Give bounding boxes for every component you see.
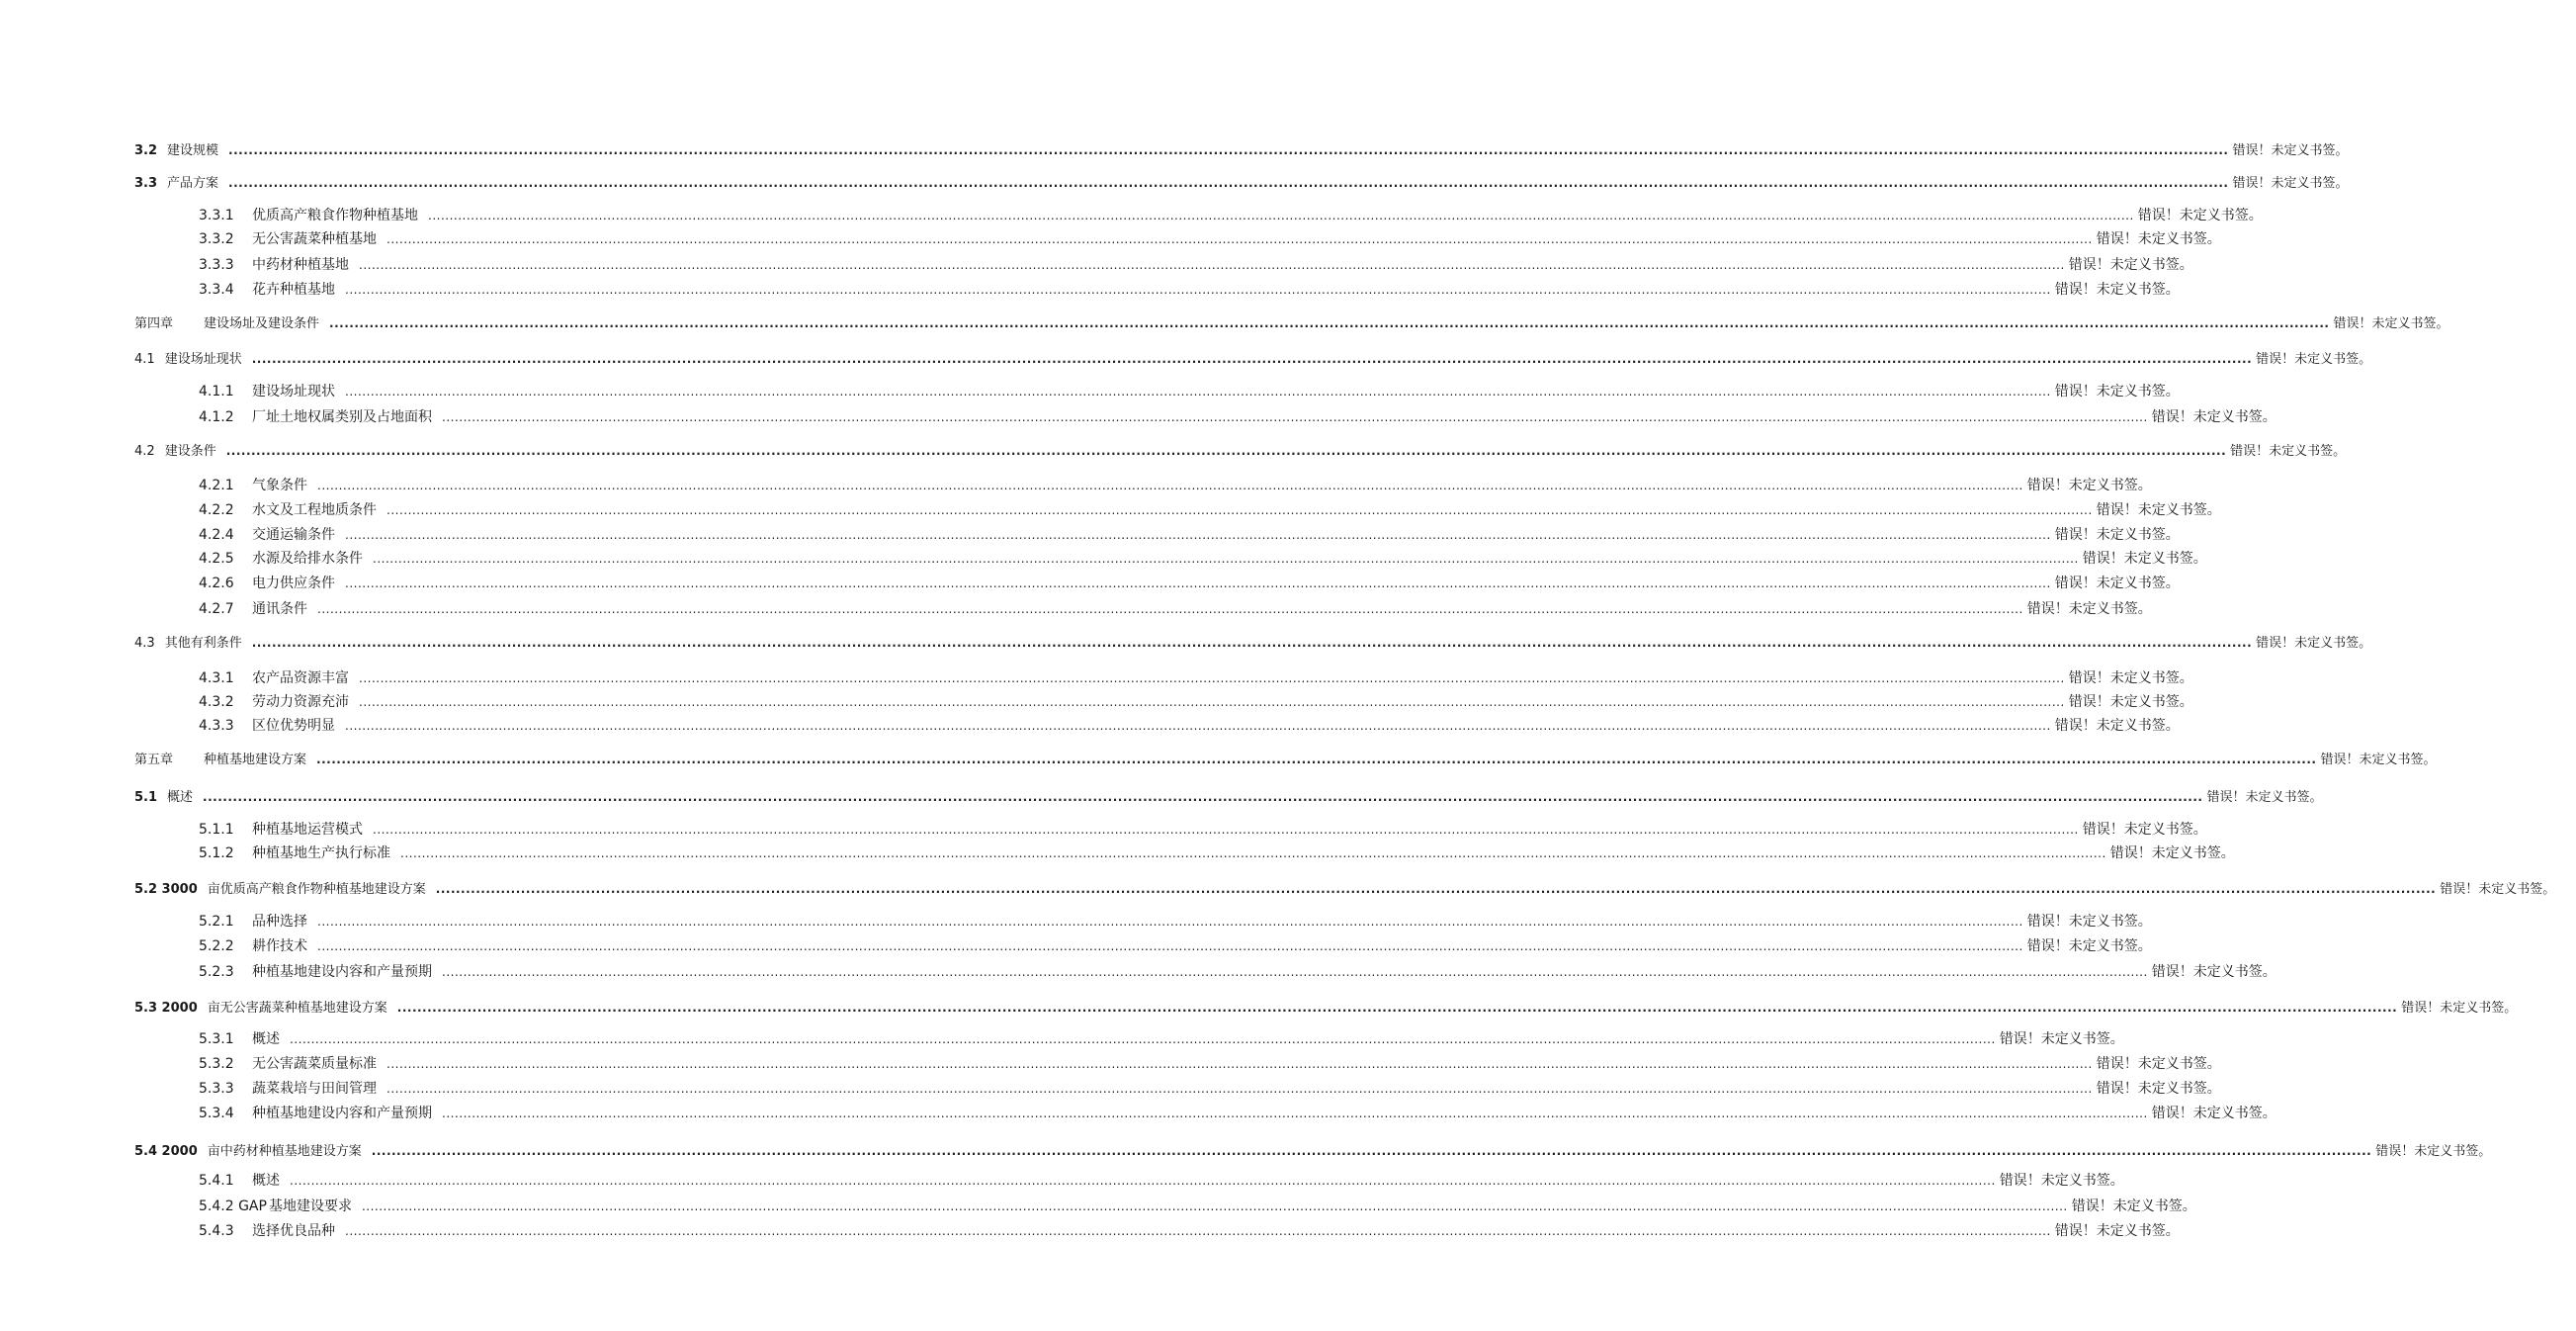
dot-leader: ................................................................................................................................................................................................................................................................................................................................................................................................................ (359, 258, 2065, 272)
toc-entry-title: 其他有利条件 (164, 636, 242, 651)
toc-entry-title: 电力供应条件 (252, 576, 335, 591)
toc-entry-page-ref: 错误！未定义书签。 (2151, 1106, 2276, 1121)
toc-entry-number: 3.2 (134, 143, 158, 158)
toc-entry-number: 4.2.4 (199, 527, 234, 543)
dot-leader: ................................................................................................................................................................................................................................................................................................................................................................................................................ (359, 695, 2065, 709)
toc-entry-page-ref: 错误！未定义书签。 (2137, 208, 2263, 223)
toc-entry-title: 选择优良品种 (252, 1223, 335, 1239)
toc-entry-number: 4.2.7 (199, 601, 234, 617)
toc-entry-title: 亩中药材种植基地建设方案 (207, 1144, 362, 1159)
toc-entry-title: 花卉种植基地 (252, 282, 335, 298)
toc-entry-5-3-2000[interactable] (134, 998, 2518, 1018)
toc-entry-number: 3.3 (134, 176, 158, 191)
toc-entry-page-ref: 错误！未定义书签。 (2232, 176, 2349, 191)
toc-entry-title: 水文及工程地质条件 (252, 502, 377, 518)
toc-entry-page-ref: 错误！未定义书签。 (2232, 143, 2349, 158)
toc-entry-5-2-3000[interactable] (134, 879, 2556, 899)
toc-entry-5-4-2000[interactable] (134, 1141, 2492, 1161)
toc-entry-title: 交通运输条件 (252, 527, 335, 543)
toc-entry-title: 建设场址及建设条件 (204, 316, 320, 331)
toc-entry-number: 4.2.2 (199, 502, 234, 518)
dot-leader: ................................................................................................................................................................................................................................................................................................................................................................................................................ (442, 965, 2148, 979)
toc-entry-title: 基地建设要求 (268, 1198, 352, 1214)
toc-entry-number: 5.3.2 (199, 1056, 234, 1072)
dot-leader: ................................................................................................................................................................................................................................................................................................................................................................................................................ (386, 232, 2093, 246)
dot-leader: ................................................................................................................................................................................................................................................................................................................................................................................................................ (345, 719, 2051, 733)
toc-entry-5-4-2-gap[interactable] (199, 1197, 2196, 1216)
dot-leader: ................................................................................................................................................................................................................................................................................................................................................................................................................ (361, 1199, 2068, 1213)
toc-entry-number: 4.1.2 (199, 409, 234, 425)
toc-entry-number: 4.3.1 (199, 670, 234, 686)
dot-leader: ................................................................................................................................................................................................................................................................................................................................................................................................................ (228, 176, 2229, 190)
toc-entry-page-ref: 错误！未定义书签。 (2054, 282, 2180, 298)
toc-entry-4-2[interactable] (134, 441, 2347, 461)
toc-entry-title: 耕作技术 (252, 938, 307, 954)
toc-entry-page-ref: 错误！未定义书签。 (2026, 914, 2152, 930)
toc-entry-title: 通讯条件 (252, 601, 307, 617)
toc-entry-number: 5.3.1 (199, 1031, 234, 1047)
toc-entry-page-ref: 错误！未定义书签。 (2054, 527, 2180, 543)
toc-entry-number: 5.2.1 (199, 914, 234, 930)
toc-entry-page-ref: 错误！未定义书签。 (2068, 694, 2193, 710)
toc-entry-number: 第四章 (134, 316, 174, 331)
toc-entry-page-ref: 错误！未定义书签。 (2256, 636, 2372, 651)
toc-entry-page-ref: 错误！未定义书签。 (2026, 938, 2152, 954)
toc-entry-number: 3.3.1 (199, 208, 234, 223)
dot-leader: ................................................................................................................................................................................................................................................................................................................................................................................................................ (373, 823, 2079, 837)
toc-entry-page-ref: 错误！未定义书签。 (2054, 576, 2180, 591)
toc-entry-number: 4.2.1 (199, 478, 234, 493)
toc-entry-title: 农产品资源丰富 (252, 670, 349, 686)
toc-entry-number: 5.3 2000 (134, 1001, 198, 1016)
toc-entry-3-3-4[interactable] (199, 280, 2180, 300)
dot-leader: ................................................................................................................................................................................................................................................................................................................................................................................................................ (345, 385, 2051, 399)
toc-entry-3-3-2[interactable] (199, 229, 2221, 249)
toc-entry-number: 4.2 (134, 444, 155, 459)
dot-leader: ................................................................................................................................................................................................................................................................................................................................................................................................................ (228, 143, 2229, 157)
toc-entry-page-ref: 错误！未定义书签。 (2320, 753, 2437, 767)
dot-leader: ................................................................................................................................................................................................................................................................................................................................................................................................................ (396, 1001, 2398, 1015)
toc-entry-title: 建设规模 (167, 143, 219, 158)
toc-entry-number: 第五章 (134, 753, 174, 767)
dot-leader: ................................................................................................................................................................................................................................................................................................................................................................................................................ (251, 636, 2253, 650)
toc-entry-5-3-1[interactable] (199, 1029, 2124, 1049)
toc-entry-title: 亩优质高产粮食作物种植基地建设方案 (207, 882, 426, 897)
toc-entry-5-4-3[interactable] (199, 1221, 2180, 1241)
toc-entry-page-ref: 错误！未定义书签。 (2151, 409, 2276, 425)
toc-entry-4-3-3[interactable] (199, 716, 2180, 736)
toc-entry-number: 5.4.2 GAP (199, 1198, 267, 1214)
toc-entry-page-ref: 错误！未定义书签。 (2054, 718, 2180, 734)
toc-entry-title: 建设条件 (164, 444, 216, 459)
toc-entry-title: 概述 (252, 1173, 280, 1189)
toc-entry-page-ref: 错误！未定义书签。 (2026, 478, 2152, 493)
dot-leader: ................................................................................................................................................................................................................................................................................................................................................................................................................ (317, 479, 2023, 492)
toc-entry-title: 水源及给排水条件 (252, 551, 363, 567)
toc-entry-3-2[interactable] (134, 140, 2349, 160)
toc-entry-5-4-1[interactable] (199, 1171, 2124, 1191)
toc-entry-5-3-4[interactable] (199, 1104, 2276, 1123)
dot-leader: ................................................................................................................................................................................................................................................................................................................................................................................................................ (386, 503, 2093, 517)
dot-leader: ................................................................................................................................................................................................................................................................................................................................................................................................................ (225, 444, 2227, 458)
toc-entry-title: 品种选择 (252, 914, 307, 930)
dot-leader: ................................................................................................................................................................................................................................................................................................................................................................................................................ (386, 1082, 2093, 1096)
toc-entry-page-ref: 错误！未定义书签。 (1999, 1031, 2124, 1047)
toc-entry-page-ref: 错误！未定义书签。 (2082, 822, 2207, 838)
toc-entry-item-21[interactable] (134, 750, 2437, 769)
toc-entry-title: 种植基地建设方案 (204, 753, 307, 767)
toc-entry-number: 5.3.3 (199, 1081, 234, 1097)
toc-entry-title: 种植基地生产执行标准 (252, 845, 390, 861)
toc-entry-number: 4.3.2 (199, 694, 234, 710)
toc-entry-page-ref: 错误！未定义书签。 (2333, 316, 2449, 331)
toc-entry-4-1[interactable] (134, 349, 2372, 369)
toc-entry-title: 优质高产粮食作物种植基地 (252, 208, 418, 223)
dot-leader: ................................................................................................................................................................................................................................................................................................................................................................................................................ (345, 577, 2051, 590)
toc-entry-page-ref: 错误！未定义书签。 (2375, 1144, 2492, 1159)
toc-entry-number: 4.3.3 (199, 718, 234, 734)
toc-entry-page-ref: 错误！未定义书签。 (2096, 1056, 2221, 1072)
toc-entry-page-ref: 错误！未定义书签。 (2096, 1081, 2221, 1097)
toc-entry-4-3-1[interactable] (199, 668, 2193, 688)
toc-entry-number: 5.2 3000 (134, 882, 198, 897)
toc-entry-4-2-1[interactable] (199, 476, 2152, 495)
toc-entry-number: 3.3.2 (199, 231, 234, 247)
toc-entry-title: 建设场址现状 (252, 384, 335, 399)
toc-entry-title: 产品方案 (167, 176, 219, 191)
dot-leader: ................................................................................................................................................................................................................................................................................................................................................................................................................ (316, 753, 2317, 766)
toc-entry-4-3[interactable] (134, 633, 2372, 653)
toc-entry-number: 5.1 (134, 790, 158, 805)
toc-entry-page-ref: 错误！未定义书签。 (2054, 1223, 2180, 1239)
toc-entry-page-ref: 错误！未定义书签。 (2096, 502, 2221, 518)
toc-entry-5-1-2[interactable] (199, 843, 2235, 863)
dot-leader: ................................................................................................................................................................................................................................................................................................................................................................................................................ (442, 410, 2148, 424)
toc-entry-title: 概述 (167, 790, 194, 805)
dot-leader: ................................................................................................................................................................................................................................................................................................................................................................................................................ (345, 1224, 2051, 1238)
toc-entry-title: 气象条件 (252, 478, 307, 493)
dot-leader: ................................................................................................................................................................................................................................................................................................................................................................................................................ (373, 552, 2079, 566)
toc-entry-page-ref: 错误！未定义书签。 (2151, 964, 2276, 980)
toc-entry-5-3-2[interactable] (199, 1054, 2221, 1074)
toc-entry-page-ref: 错误！未定义书签。 (2206, 790, 2323, 805)
toc-entry-title: 区位优势明显 (252, 718, 335, 734)
toc-entry-4-2-2[interactable] (199, 500, 2221, 520)
toc-entry-page-ref: 错误！未定义书签。 (2109, 845, 2235, 861)
toc-entry-page-ref: 错误！未定义书签。 (2440, 882, 2556, 897)
toc-entry-5-1[interactable] (134, 787, 2323, 807)
toc-entry-4-1-1[interactable] (199, 382, 2180, 401)
toc-entry-number: 5.3.4 (199, 1106, 234, 1121)
toc-entry-4-2-5[interactable] (199, 549, 2207, 569)
toc-entry-page-ref: 错误！未定义书签。 (2068, 257, 2193, 273)
toc-entry-3-3-1[interactable] (199, 206, 2263, 225)
dot-leader: ................................................................................................................................................................................................................................................................................................................................................................................................................ (428, 209, 2134, 222)
toc-entry-number: 4.3 (134, 636, 155, 651)
toc-entry-page-ref: 错误！未定义书签。 (2082, 551, 2207, 567)
toc-entry-page-ref: 错误！未定义书签。 (1999, 1173, 2124, 1189)
toc-entry-number: 4.1 (134, 352, 155, 367)
dot-leader: ................................................................................................................................................................................................................................................................................................................................................................................................................ (290, 1032, 1996, 1046)
toc-entry-item-6[interactable] (134, 313, 2449, 333)
toc-entry-4-2-6[interactable] (199, 574, 2180, 593)
dot-leader: ................................................................................................................................................................................................................................................................................................................................................................................................................ (400, 846, 2106, 860)
toc-entry-title: 概述 (252, 1031, 280, 1047)
toc-entry-5-1-1[interactable] (199, 820, 2207, 840)
toc-entry-5-2-1[interactable] (199, 912, 2152, 932)
toc-entry-page-ref: 错误！未定义书签。 (2026, 601, 2152, 617)
toc-entry-number: 4.2.6 (199, 576, 234, 591)
toc-entry-title: 种植基地运营模式 (252, 822, 363, 838)
dot-leader: ................................................................................................................................................................................................................................................................................................................................................................................................................ (317, 915, 2023, 929)
dot-leader: ................................................................................................................................................................................................................................................................................................................................................................................................................ (345, 283, 2051, 297)
toc-entry-number: 4.1.1 (199, 384, 234, 399)
toc-entry-number: 5.4.1 (199, 1173, 234, 1189)
dot-leader: ................................................................................................................................................................................................................................................................................................................................................................................................................ (359, 671, 2065, 685)
toc-entry-number: 5.1.2 (199, 845, 234, 861)
dot-leader: ................................................................................................................................................................................................................................................................................................................................................................................................................ (317, 939, 2023, 953)
toc-entry-3-3[interactable] (134, 173, 2349, 193)
toc-entry-title: 蔬菜栽培与田间管理 (252, 1081, 377, 1097)
toc-entry-title: 种植基地建设内容和产量预期 (252, 964, 432, 980)
toc-entry-4-2-4[interactable] (199, 525, 2180, 545)
toc-entry-title: 厂址土地权属类别及占地面积 (252, 409, 432, 425)
dot-leader: ................................................................................................................................................................................................................................................................................................................................................................................................................ (345, 528, 2051, 542)
dot-leader: ................................................................................................................................................................................................................................................................................................................................................................................................................ (329, 316, 2330, 330)
dot-leader: ................................................................................................................................................................................................................................................................................................................................................................................................................ (371, 1144, 2372, 1158)
dot-leader: ................................................................................................................................................................................................................................................................................................................................................................................................................ (317, 602, 2023, 616)
toc-entry-page-ref: 错误！未定义书签。 (2096, 231, 2221, 247)
dot-leader: ................................................................................................................................................................................................................................................................................................................................................................................................................ (251, 352, 2253, 366)
toc-entry-5-2-2[interactable] (199, 936, 2152, 956)
toc-entry-number: 5.4 2000 (134, 1144, 198, 1159)
toc-entry-number: 5.1.1 (199, 822, 234, 838)
toc-entry-number: 3.3.3 (199, 257, 234, 273)
toc-entry-number: 4.2.5 (199, 551, 234, 567)
toc-entry-number: 5.2.2 (199, 938, 234, 954)
toc-entry-title: 建设场址现状 (164, 352, 242, 367)
dot-leader: ................................................................................................................................................................................................................................................................................................................................................................................................................ (442, 1107, 2148, 1120)
toc-entry-title: 劳动力资源充沛 (252, 694, 349, 710)
toc-entry-title: 亩无公害蔬菜种植基地建设方案 (207, 1001, 387, 1016)
toc-entry-page-ref: 错误！未定义书签。 (2256, 352, 2372, 367)
toc-entry-title: 无公害蔬菜质量标准 (252, 1056, 377, 1072)
dot-leader: ................................................................................................................................................................................................................................................................................................................................................................................................................ (290, 1174, 1996, 1188)
dot-leader: ................................................................................................................................................................................................................................................................................................................................................................................................................ (386, 1057, 2093, 1071)
toc-entry-3-3-3[interactable] (199, 255, 2193, 275)
toc-entry-page-ref: 错误！未定义书签。 (2401, 1001, 2518, 1016)
toc-entry-4-1-2[interactable] (199, 407, 2276, 427)
toc-entry-5-2-3[interactable] (199, 962, 2276, 982)
toc-entry-number: 3.3.4 (199, 282, 234, 298)
toc-entry-title: 无公害蔬菜种植基地 (252, 231, 377, 247)
toc-entry-title: 中药材种植基地 (252, 257, 349, 273)
toc-entry-page-ref: 错误！未定义书签。 (2054, 384, 2180, 399)
toc-entry-number: 5.4.3 (199, 1223, 234, 1239)
dot-leader: ................................................................................................................................................................................................................................................................................................................................................................................................................ (203, 790, 2203, 804)
toc-entry-4-3-2[interactable] (199, 692, 2193, 712)
toc-entry-page-ref: 错误！未定义书签。 (2071, 1198, 2196, 1214)
dot-leader: ................................................................................................................................................................................................................................................................................................................................................................................................................ (435, 882, 2437, 896)
toc-entry-4-2-7[interactable] (199, 599, 2152, 619)
toc-entry-title: 种植基地建设内容和产量预期 (252, 1106, 432, 1121)
toc-entry-page-ref: 错误！未定义书签。 (2230, 444, 2347, 459)
toc-entry-5-3-3[interactable] (199, 1079, 2221, 1099)
toc-entry-number: 5.2.3 (199, 964, 234, 980)
toc-entry-page-ref: 错误！未定义书签。 (2068, 670, 2193, 686)
